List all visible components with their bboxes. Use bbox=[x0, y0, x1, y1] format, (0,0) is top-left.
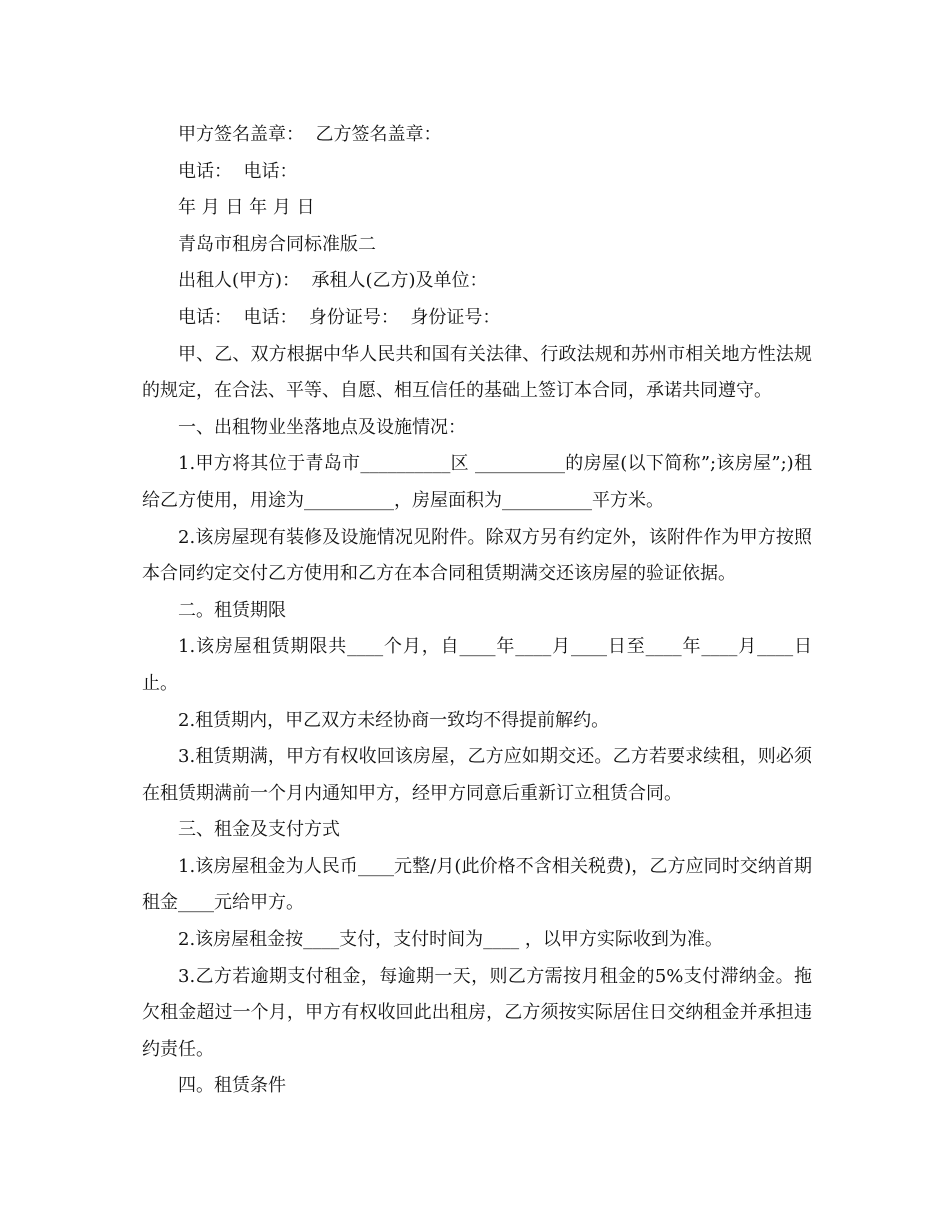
section-heading-1: 一、出租物业坐落地点及设施情况： bbox=[178, 416, 466, 438]
clause-1-2: 2.该房屋现有装修及设施情况见附件。除双方另有约定外，该附件作为甲方按照本合同约定交付乙方使用和乙方在本合同租赁期满交还该房屋的验证依据。 bbox=[142, 526, 812, 585]
parties-line: 出租人(甲方)： 承租人(乙方)及单位： bbox=[178, 270, 488, 292]
phone-line: 电话： 电话： bbox=[178, 160, 298, 182]
contract-title: 青岛市租房合同标准版二 bbox=[178, 233, 376, 255]
date-line: 年 月 日 年 月 日 bbox=[178, 197, 315, 219]
preamble-paragraph: 甲、乙、双方根据中华人民共和国有关法律、行政法规和苏州市相关地方性法规的规定，在合法、平等、自愿、相互信任的基础上签订本合同，承诺共同遵守。 bbox=[142, 343, 812, 402]
clause-3-1: 1.该房屋租金为人民币____元整/月(此价格不含相关税费)，乙方应同时交纳首期租金____元给甲方。 bbox=[142, 855, 812, 914]
document-body bbox=[142, 117, 812, 1105]
section-heading-4: 四。租赁条件 bbox=[178, 1075, 286, 1097]
clause-3-3: 3.乙方若逾期支付租金，每逾期一天，则乙方需按月租金的5%支付滞纳金。拖欠租金超过一个月，甲方有权收回此出租房，乙方须按实际居住日交纳租金并承担违约责任。 bbox=[142, 965, 812, 1060]
clause-1-1: 1.甲方将其位于青岛市__________区 __________的房屋(以下简称”;该房屋”;)租给乙方使用，用途为__________，房屋面积为__________平方米。 bbox=[142, 453, 812, 511]
clause-3-2: 2.该房屋租金按____支付，支付时间为____ ，以甲方实际收到为准。 bbox=[178, 929, 723, 951]
clause-2-2: 2.租赁期内，甲乙双方未经协商一致均不得提前解约。 bbox=[178, 709, 610, 731]
clause-2-3: 3.租赁期满，甲方有权收回该房屋，乙方应如期交还。乙方若要求续租，则必须在租赁期满前一个月内通知甲方，经甲方同意后重新订立租赁合同。 bbox=[142, 746, 812, 804]
section-heading-3: 三、租金及支付方式 bbox=[178, 819, 340, 841]
contact-id-line: 电话： 电话： 身份证号： 身份证号： bbox=[178, 306, 501, 328]
signature-line: 甲方签名盖章： 乙方签名盖章： bbox=[178, 124, 442, 145]
section-heading-2: 二。租赁期限 bbox=[178, 599, 286, 621]
clause-2-1: 1.该房屋租赁期限共____个月，自____年____月____日至____年____月____日止。 bbox=[142, 636, 812, 694]
